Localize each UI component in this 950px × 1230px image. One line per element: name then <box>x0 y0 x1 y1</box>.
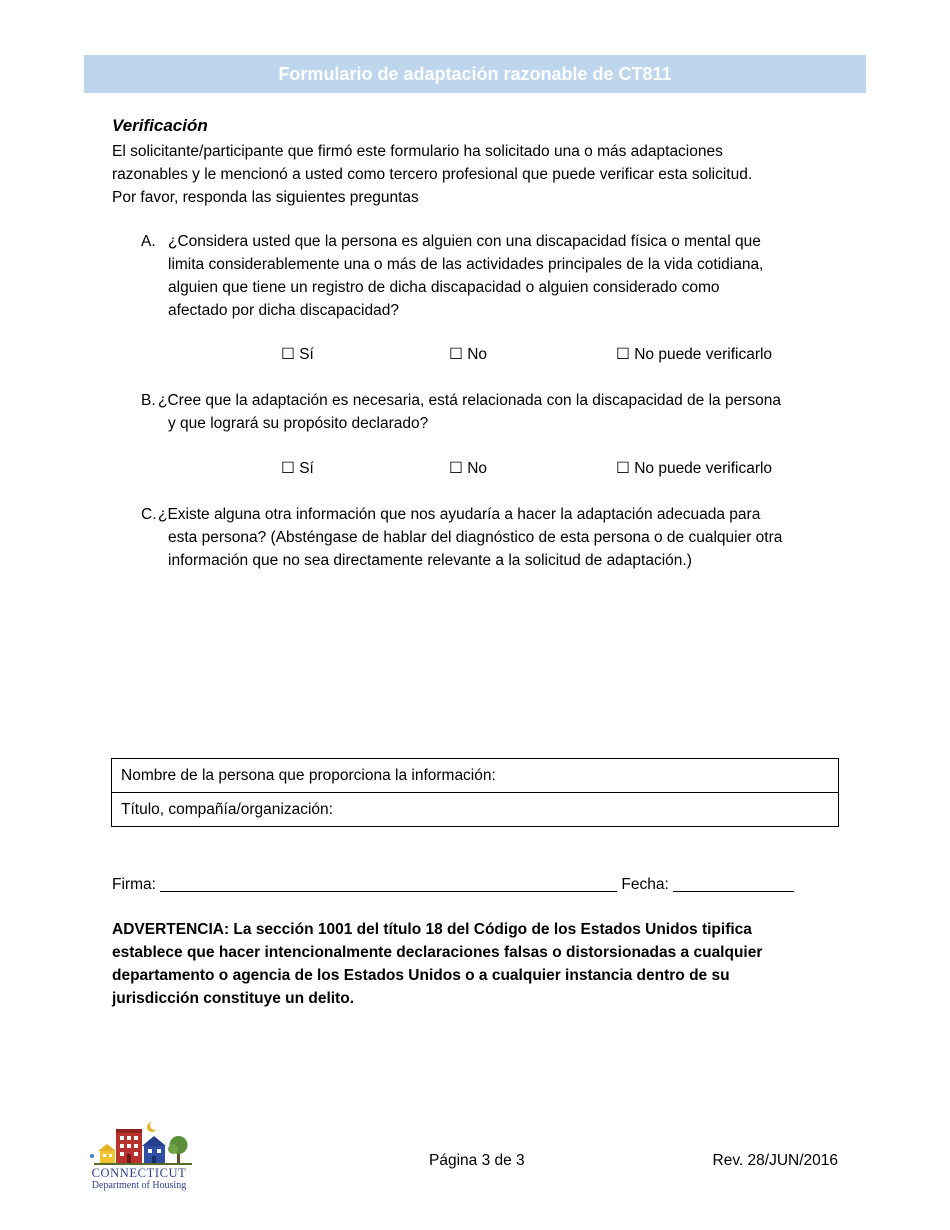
option-yes-checkbox[interactable]: ☐ Sí <box>281 346 314 363</box>
provider-title-field[interactable]: Título, compañía/organización: <box>112 792 838 826</box>
revision-date: Rev. 28/JUN/2016 <box>712 1152 838 1169</box>
question-a-letter: A. <box>141 233 156 250</box>
intro-paragraph <box>112 140 852 209</box>
question-line: ¿Cree que la adaptación es necesaria, está relacionada con la discapacidad de la persona <box>158 392 781 409</box>
warning-line: establece que hacer intencionalmente declaraciones falsas o distorsionadas a cualquier <box>112 944 763 961</box>
form-title-banner <box>84 55 866 93</box>
question-a-text <box>168 230 858 322</box>
intro-line: razonables y le mencionó a usted como tercero profesional que puede verificar esta solicitud. <box>112 166 753 183</box>
intro-line: El solicitante/participante que firmó este formulario ha solicitado una o más adaptaciones <box>112 143 723 160</box>
intro-line: Por favor, responda las siguientes preguntas <box>112 189 419 206</box>
question-line: esta persona? (Absténgase de hablar del diagnóstico de esta persona o de cualquier otra <box>168 529 783 546</box>
question-c-text <box>158 503 858 572</box>
question-line: información que no sea directamente relevante a la solicitud de adaptación.) <box>168 552 692 569</box>
question-c-letter: C. <box>141 506 157 523</box>
logo-department-name: Department of Housing <box>91 1180 187 1191</box>
logo-state-name: CONNECTICUT <box>91 1166 187 1180</box>
option-no-checkbox[interactable]: ☐ No <box>449 460 488 477</box>
warning-line: ADVERTENCIA: La sección 1001 del título 18 del Código de los Estados Unidos tipifica <box>112 921 752 938</box>
warning-line: jurisdicción constituye un delito. <box>112 990 354 1007</box>
warning-line: departamento o agencia de los Estados Unidos o a cualquier instancia dentro de su <box>112 967 730 984</box>
question-line: limita considerablemente una o más de las actividades principales de la vida cotidiana, <box>168 256 764 273</box>
question-a-options <box>0 343 950 367</box>
option-no-checkbox[interactable]: ☐ No <box>449 346 488 363</box>
provider-info-table <box>111 758 839 827</box>
signature-date-line[interactable]: Firma: _____________________________________________________ Fecha: ______________ <box>112 876 794 893</box>
question-line: ¿Considera usted que la persona es alguien con una discapacidad física o mental que <box>168 233 761 250</box>
legal-warning <box>112 918 812 1010</box>
option-yes-checkbox[interactable]: ☐ Sí <box>281 460 314 477</box>
question-b-options <box>0 457 950 481</box>
question-line: alguien que tiene un registro de dicha discapacidad o alguien considerado como <box>168 279 720 296</box>
option-cannot-verify-checkbox[interactable]: ☐ No puede verificarlo <box>616 460 773 477</box>
question-b-text <box>158 389 858 435</box>
question-b-letter: B. <box>141 392 156 409</box>
page-number: Página 3 de 3 <box>429 1152 525 1169</box>
question-line: ¿Existe alguna otra información que nos ayudaría a hacer la adaptación adecuada para <box>158 506 761 523</box>
question-line: afectado por dicha discapacidad? <box>168 302 399 319</box>
connecticut-housing-logo <box>80 1118 200 1196</box>
provider-name-field[interactable]: Nombre de la persona que proporciona la información: <box>121 767 496 784</box>
question-line: y que logrará su propósito declarado? <box>168 415 429 432</box>
form-title: Formulario de adaptación razonable de CT811 <box>278 63 672 84</box>
houses-logo-icon <box>80 1118 200 1168</box>
option-cannot-verify-checkbox[interactable]: ☐ No puede verificarlo <box>616 346 773 363</box>
section-title: Verificación <box>112 116 208 135</box>
